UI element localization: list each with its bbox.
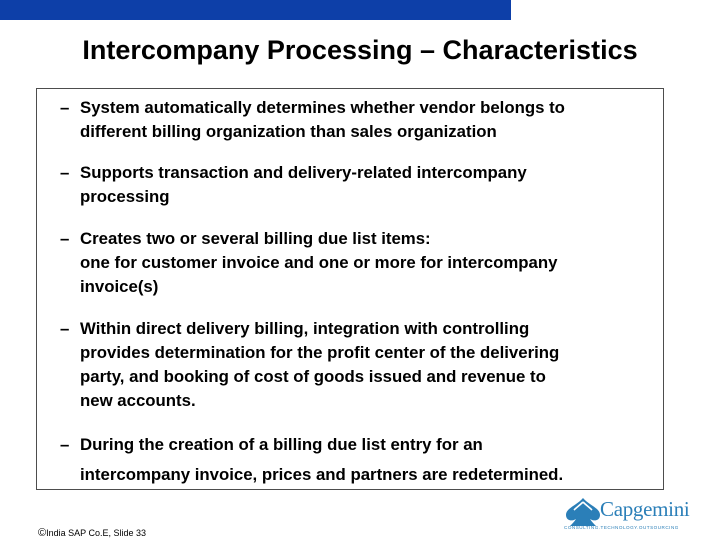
copyright-symbol: © [38, 527, 47, 539]
bullet-dash: – [60, 98, 70, 117]
bullet-line: Supports transaction and delivery-related intercompany [80, 163, 527, 182]
bullet-dash: – [60, 229, 70, 248]
bullet-line: intercompany invoice, prices and partners are redetermined. [80, 465, 564, 484]
top-accent-bar [0, 0, 511, 20]
bullet-line: Within direct delivery billing, integration with controlling [80, 319, 530, 338]
bullet-item [60, 161, 660, 209]
bullet-item [60, 227, 660, 299]
logo-tagline: CONSULTING.TECHNOLOGY.OUTSOURCING [564, 525, 679, 530]
bullet-dash: – [60, 435, 70, 454]
bullet-item [60, 430, 660, 490]
bullet-line: party, and booking of cost of goods issued and revenue to [80, 367, 546, 386]
bullet-item [60, 317, 660, 413]
bullet-line: System automatically determines whether vendor belongs to [80, 98, 565, 117]
capgemini-spade-icon [562, 496, 604, 528]
logo-wordmark: Capgemini [600, 497, 690, 521]
bullet-line: During the creation of a billing due list entry for an [80, 435, 483, 454]
bullet-line: one for customer invoice and one or more for intercompany [80, 253, 558, 272]
bullet-dash: – [60, 319, 70, 338]
bullet-dash: – [60, 163, 70, 182]
bullet-line: different billing organization than sales organization [80, 122, 497, 141]
capgemini-logo [562, 496, 712, 536]
bullet-item [60, 96, 660, 144]
bullet-line: Creates two or several billing due list items: [80, 229, 431, 248]
bullet-line: processing [80, 187, 170, 206]
footer-text: India SAP Co.E, Slide 33 [46, 528, 147, 538]
slide-footer [38, 527, 146, 539]
bullet-line: invoice(s) [80, 277, 159, 296]
bullet-line: provides determination for the profit center of the delivering [80, 343, 560, 362]
bullet-line: new accounts. [80, 391, 196, 410]
slide-title: Intercompany Processing – Characteristics [82, 35, 638, 65]
